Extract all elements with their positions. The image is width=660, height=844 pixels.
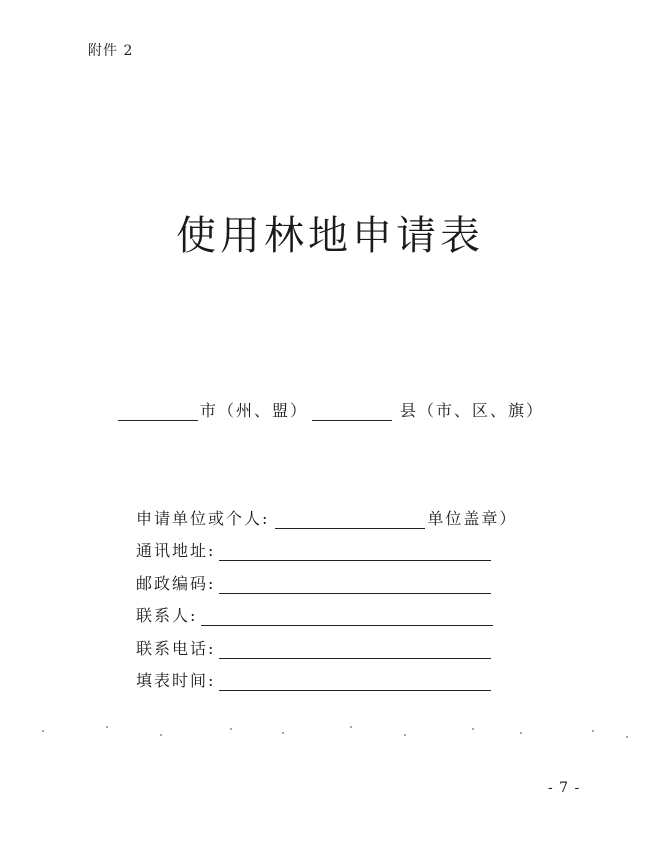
phone-row bbox=[136, 626, 517, 659]
date-row bbox=[136, 659, 517, 692]
county-label: 县（市、区、旗） bbox=[400, 401, 545, 420]
scan-artifacts bbox=[20, 722, 640, 746]
contact-label: 联系人: bbox=[136, 606, 198, 625]
postcode-row bbox=[136, 561, 517, 594]
date-field[interactable] bbox=[219, 672, 491, 691]
city-blank[interactable] bbox=[118, 402, 198, 421]
page-title: 使用林地申请表 bbox=[176, 213, 484, 259]
city-label: 市（州、盟） bbox=[200, 401, 309, 420]
applicant-seal-label: 单位盖章） bbox=[427, 508, 518, 528]
date-label: 填表时间: bbox=[136, 671, 216, 690]
region-line bbox=[118, 398, 544, 421]
address-row bbox=[136, 529, 517, 562]
page-number: - 7 - bbox=[548, 780, 581, 796]
postcode-field[interactable] bbox=[219, 575, 491, 594]
address-field[interactable] bbox=[219, 542, 491, 561]
applicant-row bbox=[136, 496, 517, 529]
county-blank[interactable] bbox=[312, 402, 392, 421]
applicant-label: 申请单位或个人: bbox=[136, 508, 270, 528]
contact-field[interactable] bbox=[201, 607, 493, 626]
phone-field[interactable] bbox=[219, 640, 491, 659]
applicant-field[interactable] bbox=[275, 510, 425, 529]
phone-label: 联系电话: bbox=[136, 638, 216, 658]
attachment-label: 附件 2 bbox=[88, 43, 134, 59]
postcode-label: 邮政编码: bbox=[136, 573, 216, 593]
contact-row bbox=[136, 594, 517, 627]
applicant-form bbox=[136, 496, 517, 691]
address-label: 通讯地址: bbox=[136, 541, 216, 560]
